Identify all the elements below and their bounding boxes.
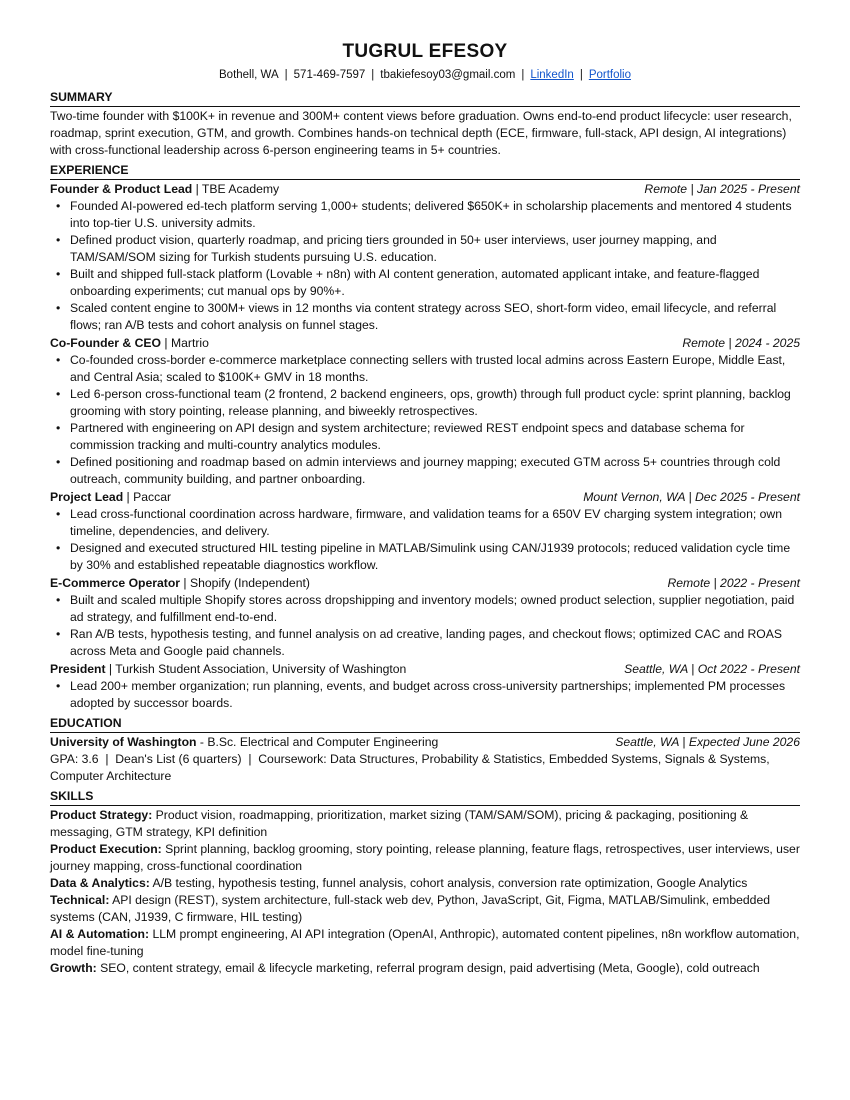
skill-values: Sprint planning, backlog grooming, story pointing, release planning, feature flags, retrospectives, user interviews, user journey mapping, cross-functional coordination — [50, 842, 800, 873]
skill-values: Product vision, roadmapping, prioritization, market sizing (TAM/SAM/SOM), pricing & packaging, positioning & messaging, GTM strategy, KPI definition — [50, 808, 749, 839]
job-org: Paccar — [133, 490, 172, 504]
separator: | — [123, 490, 134, 504]
bullet-item: • Built and shipped full-stack platform (Lovable + n8n) with AI content generation, automated applicant intake, and feature-flagged onboarding experiments; cut manual ops by 90%+. — [50, 266, 800, 300]
job-bullets — [50, 592, 800, 660]
bullet-item: • Partnered with engineering on API design and system architecture; reviewed REST endpoint specs and database schema for commission tracking and multi-country analytics modules. — [50, 420, 800, 454]
bullet-item: • Lead cross-functional coordination across hardware, firmware, and validation teams for a 650V EV charging system integration; own timeline, dependencies, and delivery. — [50, 506, 800, 540]
separator: | — [180, 576, 190, 590]
bullet-item: • Led 6-person cross-functional team (2 frontend, 2 backend engineers, ops, growth) through full product cycle: sprint planning, backlog grooming with story pointing, release planning, and biweekly retrospectives. — [50, 386, 800, 420]
job-org: Martrio — [171, 336, 209, 350]
job-org: Turkish Student Association, University of Washington — [115, 662, 407, 676]
separator: | — [161, 336, 171, 350]
job-location-date: Remote | 2022 - Present — [667, 576, 800, 590]
summary-text: Two-time founder with $100K+ in revenue and 300M+ content views before graduation. Owns end-to-end product lifecycle: user research, roadmap, sprint execution, GTM, and growth. Combines hands-on technical depth (ECE, firmware, full-stack, API design, AI integrations) with cross-functional leadership across 6-person engineering teams in 5+ countries. — [50, 109, 792, 157]
skill-values: SEO, content strategy, email & lifecycle marketing, referral program design, paid advertising (Meta, Google), cold outreach — [96, 961, 760, 975]
job-bullets — [50, 198, 800, 334]
job-entry — [50, 181, 800, 334]
education-left — [50, 734, 438, 751]
job-role: Project Lead — [50, 490, 124, 504]
job-title-org — [50, 335, 209, 352]
job-bullets — [50, 506, 800, 574]
skill-line — [50, 960, 800, 977]
contact-line — [50, 68, 800, 83]
education-entry — [50, 734, 800, 751]
summary-heading: SUMMARY — [50, 89, 800, 107]
job-bullets — [50, 352, 800, 488]
job-org: TBE Academy — [201, 182, 280, 196]
separator: | — [284, 69, 288, 81]
job-role: Founder & Product Lead — [50, 182, 193, 196]
skill-values: API design (REST), system architecture, full-stack web dev, Python, JavaScript, Git, Figma, MATLAB/Simulink, embedded systems (CAN, J1939, C firmware, HIL testing) — [50, 893, 771, 924]
job-bullets — [50, 678, 800, 712]
separator: | — [105, 662, 116, 676]
bullet-item: • Defined product vision, quarterly roadmap, and pricing tiers grounded in 50+ user interviews, user journey mapping, and TAM/SAM/SOM sizing for Turkish students pursuing U.S. education. — [50, 232, 800, 266]
email: tbakiefesoy03@gmail.com — [380, 69, 516, 81]
experience-list — [50, 181, 800, 712]
skill-line — [50, 892, 800, 926]
job-title-org — [50, 489, 171, 506]
bullet-item: • Designed and executed structured HIL testing pipeline in MATLAB/Simulink using CAN/J1939 protocols; reduced validation cycle time by 30% and established repeatable diagnostics workflow. — [50, 540, 800, 574]
separator: | — [521, 69, 525, 81]
school-name: University of Washington — [50, 735, 197, 749]
education-location-date: Seattle, WA | Expected June 2026 — [615, 735, 800, 749]
job-location-date: Mount Vernon, WA | Dec 2025 - Present — [583, 490, 800, 504]
job-title-org — [50, 661, 406, 678]
skill-category: Technical: — [50, 893, 110, 907]
bullet-item: • Founded AI-powered ed-tech platform serving 1,000+ students; delivered $650K+ in scholarship placements and mentored 4 students into top-tier U.S. university admits. — [50, 198, 800, 232]
job-title-org — [50, 575, 310, 592]
candidate-name: TUGRUL EFESOY — [342, 41, 508, 62]
skill-category: Growth: — [50, 961, 97, 975]
skill-category: AI & Automation: — [50, 927, 150, 941]
skill-category: Product Strategy: — [50, 808, 153, 822]
job-header — [50, 575, 800, 592]
separator: | — [192, 182, 202, 196]
skill-category: Data & Analytics: — [50, 876, 150, 890]
job-header — [50, 661, 800, 678]
skill-category: Product Execution: — [50, 842, 162, 856]
job-header — [50, 489, 800, 506]
bullet-item: • Scaled content engine to 300M+ views in 12 months via content strategy across SEO, short-form video, email lifecycle, and referral flows; ran A/B tests and cohort analysis on funnel stages. — [50, 300, 800, 334]
bullet-item: • Ran A/B tests, hypothesis testing, and funnel analysis on ad creative, landing pages, and checkout flows; optimized CAC and ROAS across Meta and Google paid channels. — [50, 626, 800, 660]
portfolio-link[interactable]: Portfolio — [588, 69, 631, 81]
bullet-item: • Defined positioning and roadmap based on admin interviews and journey mapping; executed GTM across 5+ countries through cold outreach, community building, and partner onboarding. — [50, 454, 800, 488]
job-entry — [50, 489, 800, 574]
skill-line — [50, 875, 800, 892]
skill-line — [50, 807, 800, 841]
skills-list — [50, 807, 800, 977]
education-details: GPA: 3.6 | Dean's List (6 quarters) | Coursework: Data Structures, Probability & Statistics, Embedded Systems, Signals & Systems, Computer Architecture — [50, 752, 774, 783]
job-org: Shopify (Independent) — [190, 576, 310, 590]
job-entry — [50, 335, 800, 488]
job-location-date: Seattle, WA | Oct 2022 - Present — [624, 662, 800, 676]
skill-line — [50, 926, 800, 960]
separator: | — [579, 69, 583, 81]
degree: - B.Sc. Electrical and Computer Engineering — [196, 735, 439, 749]
experience-heading: EXPERIENCE — [50, 162, 800, 180]
skill-values: LLM prompt engineering, AI API integration (OpenAI, Anthropic), automated content pipelines, n8n workflow automation, model fine-tuning — [50, 927, 800, 958]
skill-values: A/B testing, hypothesis testing, funnel analysis, cohort analysis, conversion rate optimization, Google Analytics — [149, 876, 748, 890]
bullet-item: • Lead 200+ member organization; run planning, events, and budget across cross-university partnerships; implemented PM processes adopted by successor boards. — [50, 678, 800, 712]
job-location-date: Remote | 2024 - 2025 — [682, 336, 800, 350]
education-heading: EDUCATION — [50, 715, 800, 733]
location: Bothell, WA — [219, 69, 279, 81]
phone: 571-469-7597 — [293, 69, 366, 81]
skills-heading: SKILLS — [50, 788, 800, 806]
job-role: Co-Founder & CEO — [50, 336, 162, 350]
skill-line — [50, 841, 800, 875]
job-entry — [50, 575, 800, 660]
bullet-item: • Co-founded cross-border e-commerce marketplace connecting sellers with trusted local admins across Eastern Europe, Middle East, and Central Asia; scaled to $100K+ GMV in 18 months. — [50, 352, 800, 386]
job-entry — [50, 661, 800, 712]
separator: | — [371, 69, 375, 81]
bullet-item: • Built and scaled multiple Shopify stores across dropshipping and inventory models; owned product selection, supplier negotiation, paid ad strategy, and fulfillment end-to-end. — [50, 592, 800, 626]
job-role: E-Commerce Operator — [50, 576, 181, 590]
job-role: President — [50, 662, 106, 676]
job-header — [50, 335, 800, 352]
job-title-org — [50, 181, 279, 198]
linkedin-link[interactable]: LinkedIn — [530, 69, 574, 81]
job-location-date: Remote | Jan 2025 - Present — [644, 182, 800, 196]
job-header — [50, 181, 800, 198]
